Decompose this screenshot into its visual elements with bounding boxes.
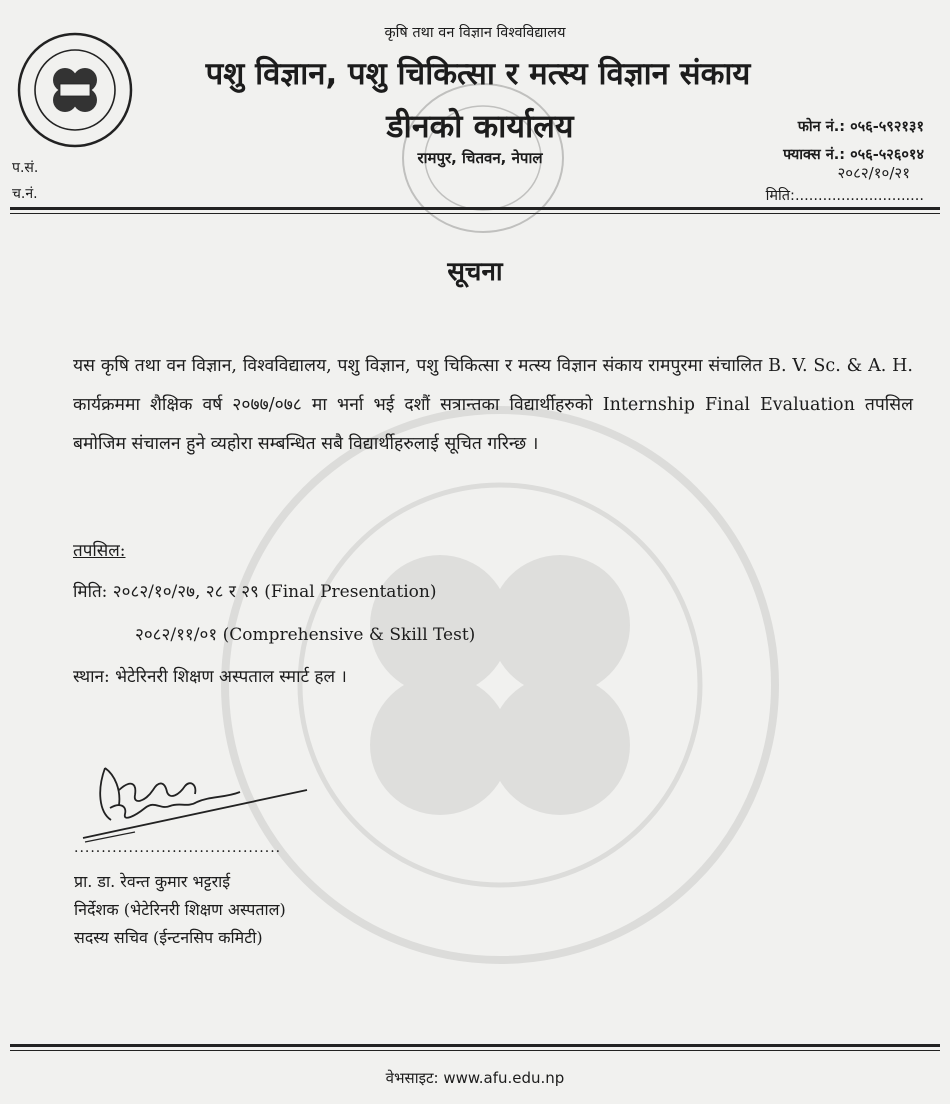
notice-title: सूचना <box>447 257 503 287</box>
signature-line: ...................................... <box>74 840 282 856</box>
schedule-line-2: २०८२/११/०१ (Comprehensive & Skill Test) <box>135 625 476 645</box>
header-rule-thin <box>10 213 940 214</box>
header-rule-thick <box>10 207 940 210</box>
date-field: मिति:............................ <box>765 188 924 204</box>
notice-body: यस कृषि तथा वन विज्ञान, विश्वविद्यालय, पशु विज्ञान, पशु चिकित्सा र मत्स्य विज्ञान संकाय रामपुरमा संचालित B. V. Sc. & A. H. कार्यक्रममा शैक्षिक वर्ष २०७७/०७८ मा भर्ना भई दशौं सत्रान्तका विद्यार्थीहरुको Internship Final Evaluation तपसिल बमोजिम संचालन हुने व्यहोरा सम्बन्धित सबै विद्यार्थीहरुलाई सूचित गरिन्छ । <box>73 356 913 454</box>
university-name: कृषि तथा वन विज्ञान विश्वविद्यालय <box>384 25 566 41</box>
handwritten-signature <box>75 750 310 850</box>
handwritten-date: २०८२/१०/२१ <box>837 164 910 182</box>
fax-number: फ्याक्स नं.: ०५६-५२६०१४ <box>783 147 924 163</box>
faculty-name: पशु विज्ञान, पशु चिकित्सा र मत्स्य विज्ञान संकाय <box>205 56 751 92</box>
website-link[interactable]: वेभसाइट: www.afu.edu.np <box>385 1069 565 1087</box>
signatory-title-secretary: सदस्य सचिव (ईन्टनसिप कमिटी) <box>74 928 263 947</box>
venue-line: स्थान: भेटेरिनरी शिक्षण अस्पताल स्मार्ट हल । <box>73 667 347 687</box>
schedule-line-1: मिति: २०८२/१०/२७, २८ र २९ (Final Presentation) <box>73 582 437 602</box>
footer-rule-thick <box>10 1044 940 1047</box>
office-address: रामपुर, चितवन, नेपाल <box>417 149 543 167</box>
office-name: डीनको कार्यालय <box>386 107 574 145</box>
dispatch-number-label: च.नं. <box>12 186 38 202</box>
details-heading: तपसिल: <box>73 541 126 561</box>
signatory-title-director: निर्देशक (भेटेरिनरी शिक्षण अस्पताल) <box>74 900 286 919</box>
phone-number: फोन नं.: ०५६-५९२१३१ <box>797 119 924 135</box>
footer-rule-thin <box>10 1050 940 1051</box>
reference-number-label: प.सं. <box>12 160 39 176</box>
signatory-name: प्रा. डा. रेवन्त कुमार भट्टराई <box>74 872 231 891</box>
